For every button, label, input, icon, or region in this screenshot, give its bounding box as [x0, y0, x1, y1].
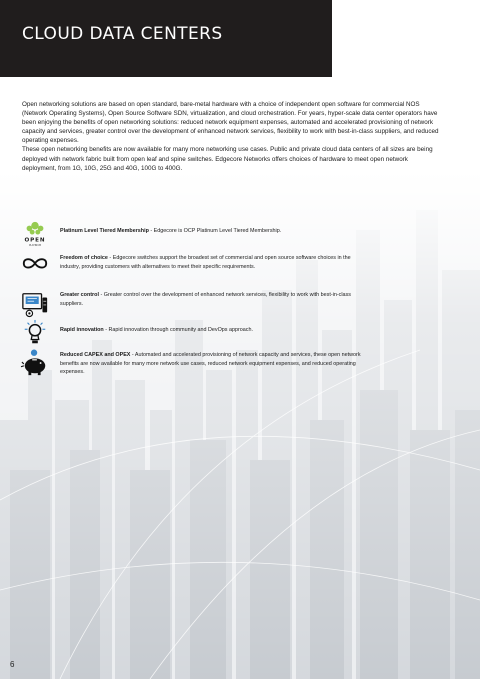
infinity-icon: [20, 254, 50, 282]
feature-separator: -: [107, 255, 113, 261]
feature-separator: -: [103, 327, 109, 333]
city-skyline-background: [0, 170, 480, 679]
intro-text: [22, 100, 442, 173]
feature-text: [60, 254, 370, 271]
page-number: 6: [10, 660, 15, 669]
ocp-platinum-logo: [20, 220, 50, 248]
feature-text: [60, 351, 370, 377]
feature-separator: -: [130, 352, 135, 358]
feature-heading: Platinum Level Tiered Membership: [60, 228, 149, 234]
lightbulb-icon: [20, 319, 50, 347]
feature-body: Rapid innovation through community and DevOps approach.: [108, 327, 253, 333]
ocp-logo-text: OPEN: [24, 237, 46, 244]
feature-heading: Greater control: [60, 292, 99, 298]
feature-heading: Freedom of choice: [60, 255, 108, 261]
feature-separator: -: [98, 292, 104, 298]
feature-body: Edgecore is OCP Platinum Level Tiered Membership.: [153, 228, 282, 234]
intro-paragraph-2: These open networking benefits are now available for many more networking use cases. Public and private cloud data centers of all sizes are being deployed with network fabric built from open leaf and spine switches. Edgecore Networks offers choices of hardware to meet open network deployment, from 1G, 10G, 25G and 40G, 100G to 400G.: [22, 146, 433, 172]
feature-body: Edgecore switches support the broadest set of commercial and open source software choices in the industry, providing customers with alternatives to meet their specific requirements.: [60, 255, 351, 270]
feature-heading: Rapid innovation: [60, 327, 104, 333]
feature-heading: Reduced CAPEX and OPEX: [60, 352, 131, 358]
intro-paragraph-1: Open networking solutions are based on open standard, bare-metal hardware with a choice of independent open software for commercial NOS (Network Operating Systems), Open Source Software SDN, virtualization, and cloud orchestration. For years, hyper-scale data center operators have been enjoying the benefits of open networking solutions: reduced network equipment expenses, automated and accelerated provisioning of network capacity and services, greater control over the development of enhanced network services, flexibility to work with best-in-class suppliers, and reduced operating expenses.: [22, 101, 439, 145]
page-title: CLOUD DATA CENTERS: [22, 24, 223, 44]
feature-body: Greater control over the development of enhanced network services, flexibility to work with best-in-class suppliers.: [60, 292, 351, 307]
control-panel-icon: [20, 290, 50, 318]
piggy-bank-icon: [20, 349, 50, 377]
title-bar: [0, 0, 332, 77]
ocp-logo-subtext: PLATINUM: [28, 244, 42, 248]
feature-text: [60, 326, 370, 335]
feature-separator: -: [148, 228, 154, 234]
feature-body: Automated and accelerated provisioning of network capacity and services, these open network benefits are now available for many more network use cases, reduced network equipment expenses, and reduced operating expenses.: [60, 352, 361, 376]
feature-text: [60, 291, 370, 308]
feature-text: [60, 227, 370, 236]
